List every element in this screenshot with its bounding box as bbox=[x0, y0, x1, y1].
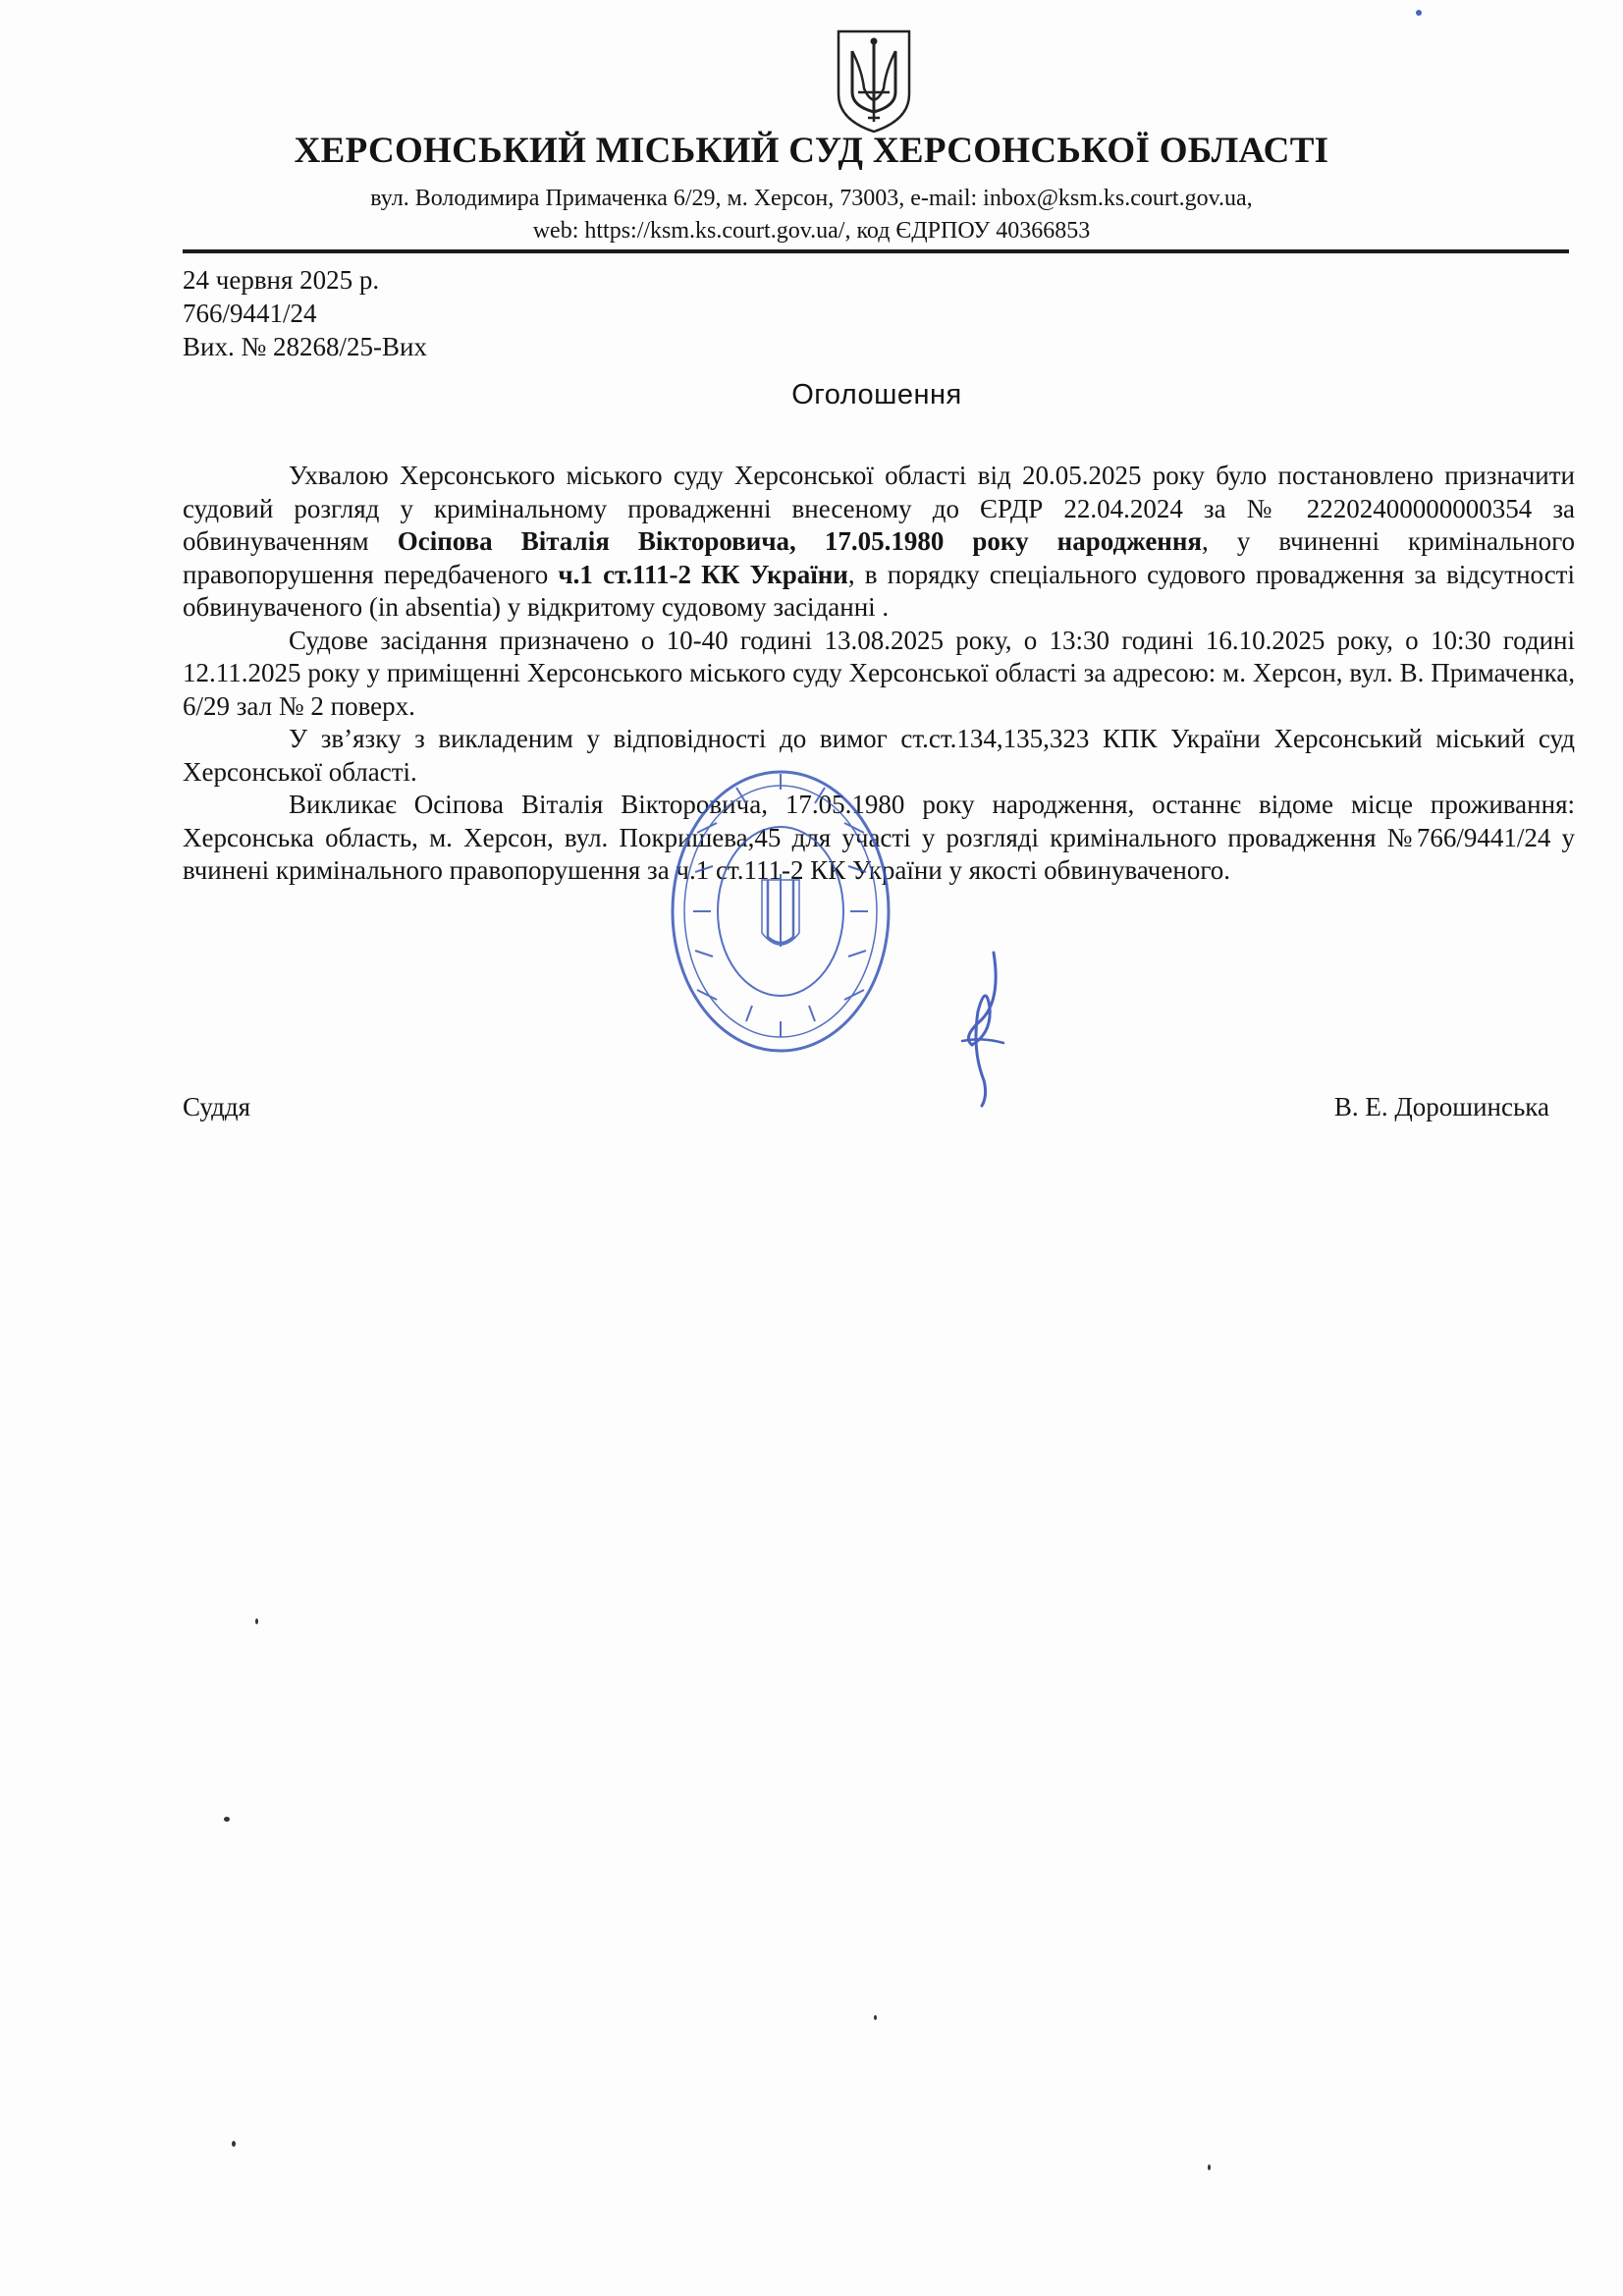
header-divider bbox=[183, 249, 1569, 253]
court-name: ХЕРСОНСЬКИЙ МІСЬКИЙ СУД ХЕРСОНСЬКОЇ ОБЛАСТІ bbox=[294, 131, 1329, 171]
trident-coat-of-arms-icon bbox=[833, 27, 915, 134]
document-meta bbox=[183, 263, 427, 363]
signer-role: Суддя bbox=[183, 1092, 251, 1121]
round-court-seal-stamp-icon bbox=[668, 764, 893, 1059]
scan-speck bbox=[874, 2015, 877, 2020]
scan-speck bbox=[232, 2141, 236, 2147]
paragraph: У зв’язку з викладеним у відповідності до вимог ст.ст.134,135,323 КПК України Херсонський міський суд Херсонської області. bbox=[183, 724, 1575, 787]
scan-speck bbox=[255, 1618, 258, 1624]
court-address bbox=[0, 183, 1623, 247]
scan-speck bbox=[1416, 10, 1422, 16]
address-line: web: https://ksm.ks.court.gov.ua/, код ЄДРПОУ 40366853 bbox=[532, 218, 1091, 244]
case-number: 766/9441/24 bbox=[183, 299, 317, 328]
signature-block bbox=[183, 1092, 1549, 1122]
text-run: , в порядку спеціального судового провадження за відсутності обвинуваченого (in absentia) у відкритому судовому засіданні . bbox=[183, 559, 1575, 622]
signer-name: В. Е. Дорошинська bbox=[1333, 1092, 1549, 1121]
outgoing-number: Вих. № 28268/25-Вих bbox=[183, 332, 427, 361]
address-line: вул. Володимира Примаченка 6/29, м. Херсон, 73003, e-mail: inbox@ksm.ks.court.gov.ua, bbox=[370, 186, 1253, 211]
article-reference: ч.1 ст.111-2 КК України bbox=[558, 559, 848, 589]
defendant-name: Осіпова Віталія Вікторовича, 17.05.1980 року народження bbox=[397, 526, 1203, 556]
document-title: Оголошення bbox=[791, 379, 962, 410]
paragraph: Судове засідання призначено о 10-40 годині 13.08.2025 року, о 13:30 годині 16.10.2025 року, о 10:30 годині 12.11.2025 року у приміщенні Херсонського міського суду Херсонської області за адресою: м. Херсон, вул. В. Примаченка, 6/29 зал № 2 поверх. bbox=[183, 625, 1575, 721]
text-run: Ухвалою Херсонського міського суду Херсонської області від 20.05.2025 року було постановлено призначити судовий розгляд у кримінальному провадженні внесеному до ЄРДР 22.04.2024 за № 22202400000000354 за обвинуваченням bbox=[183, 461, 1575, 556]
paragraph bbox=[183, 460, 1575, 625]
scan-speck bbox=[224, 1817, 230, 1822]
paragraph: Викликає Осіпова Віталія Вікторовича, 17.05.1980 року народження, останнє відоме місце проживання: Херсонська область, м. Херсон, вул. Покришева,45 для участі у розгляді кримінального провадження №766/9441/24 у вчинені кримінального правопорушення за ч.1 ст.111-2 КК України у якості обвинуваченого. bbox=[183, 790, 1575, 885]
document-date: 24 червня 2025 р. bbox=[183, 265, 380, 295]
scan-speck bbox=[1208, 2164, 1211, 2170]
text-run: , у вчиненні кримінального правопорушення передбаченого bbox=[183, 526, 1575, 589]
handwritten-signature-icon bbox=[933, 943, 1031, 1110]
